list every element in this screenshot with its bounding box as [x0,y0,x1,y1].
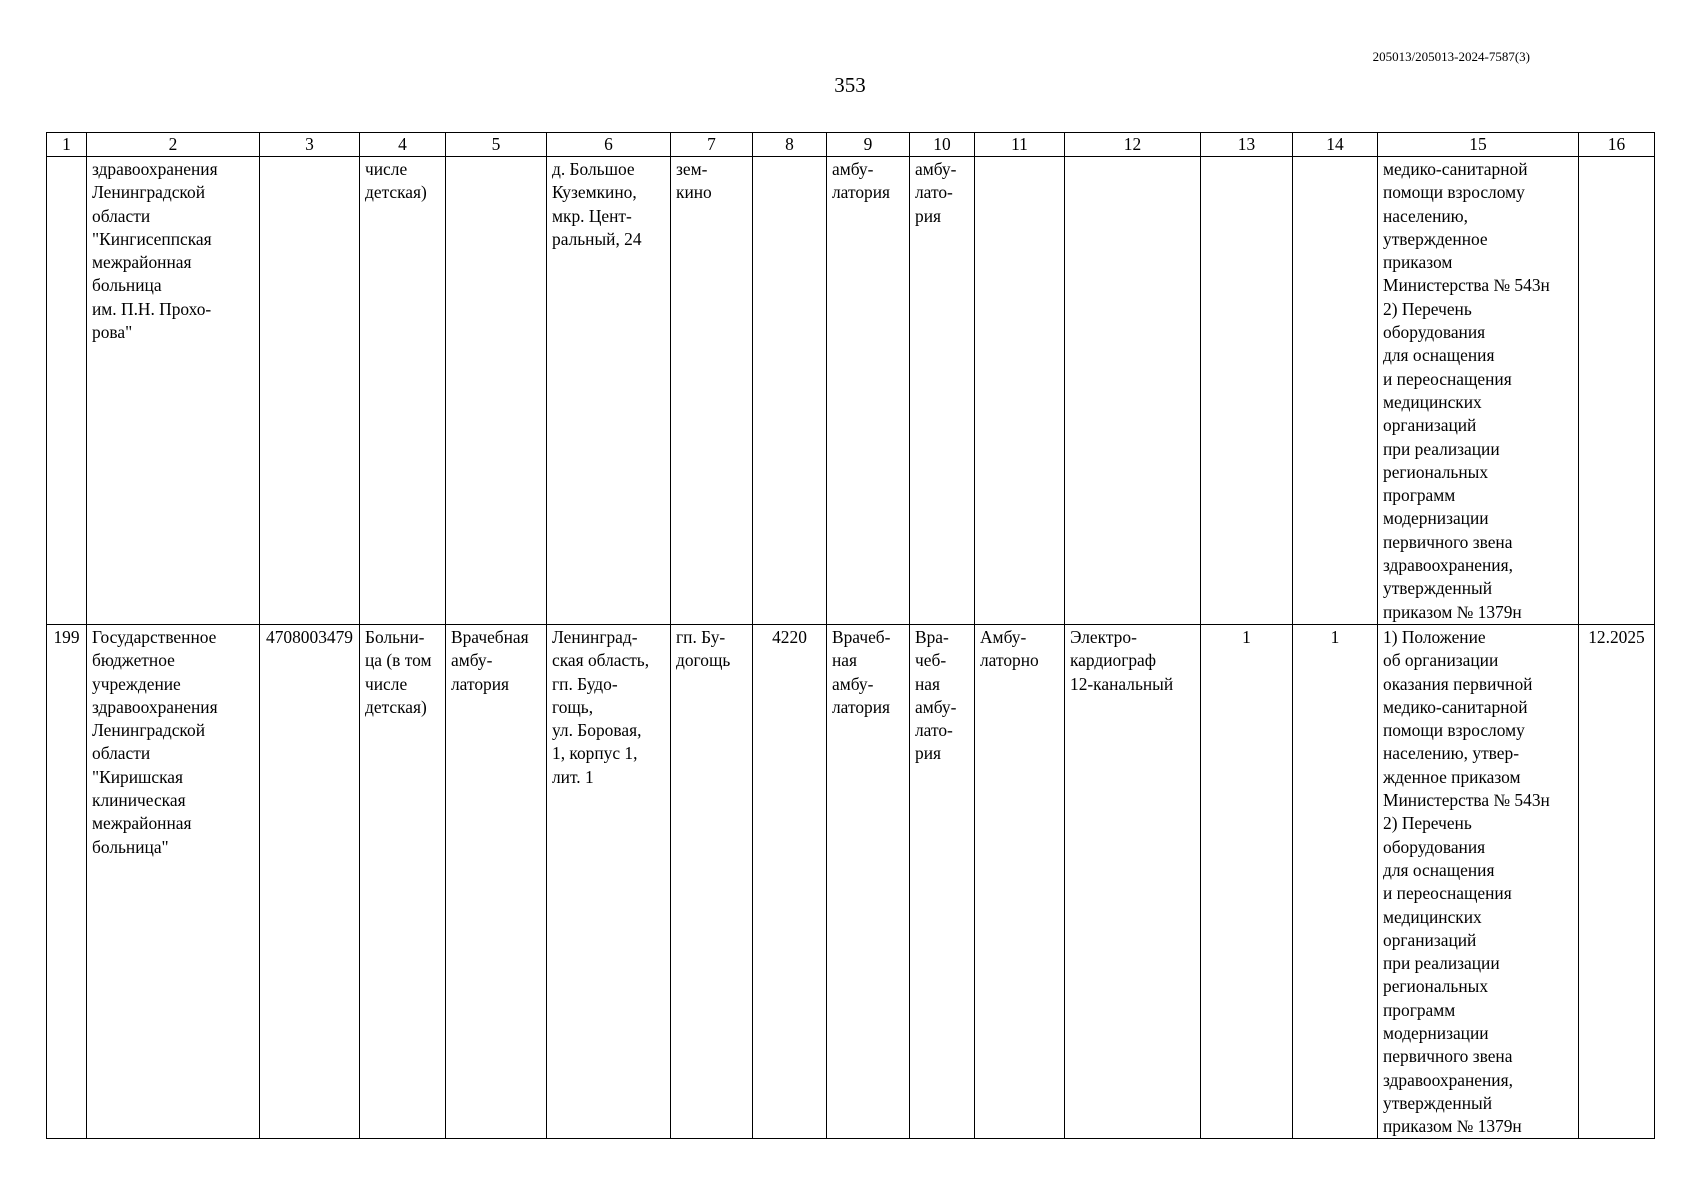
cell-text-line: области [92,743,151,764]
cell-text-line: межрайонная [92,813,192,834]
cell-text-line: амбу- [451,650,493,671]
cell-text-line: медико-санитарной [1383,159,1528,179]
cell-text-line: амбу- [915,696,957,717]
cell-text-line: клиническая [92,790,186,811]
unit-name-cell [910,157,975,625]
cell-text-line: рия [915,743,942,764]
column-number: 7 [671,133,753,157]
cell-text-line: медико-санитарной [1383,696,1528,717]
cell-text-line: помощи взрослому [1383,182,1525,203]
cell-text-line: населению, [1383,205,1469,226]
cell-text-line: региональных [1383,976,1489,997]
quantity-cell: 1 [1201,624,1293,1139]
cell-text-line: оборудования [1383,836,1486,857]
cell-text-line: региональных [1383,461,1489,482]
cell-text-line: амбу- [832,159,874,179]
cell-text-line: здравоохранения, [1383,555,1513,576]
cell-text-line: ральный, 24 [552,228,642,249]
cell-text-line: догощь [676,650,731,671]
column-number: 4 [360,133,446,157]
inn-cell: 4708003479 [260,624,360,1139]
cell-text-line: зем- [676,159,708,179]
cell-text-line: утвержденный [1383,578,1493,599]
cell-text-line: модернизации [1383,1022,1489,1043]
legal-basis-cell [1378,157,1579,625]
register-table [46,132,1655,1139]
cell-text-line: Больни- [365,626,425,647]
cell-text-line: амбу- [832,673,874,694]
cell-text-line: "Киришская [92,766,184,787]
cell-text-line: больница [92,275,162,296]
cell-text-line: 1, корпус 1, [552,743,638,764]
cell-text-line: больница" [92,836,169,857]
cell-text-line: рова" [92,322,133,343]
cell-text-line: приказом [1383,252,1453,273]
cell-text-line: латория [451,673,510,694]
cell-text-line: первичного звена [1383,531,1513,552]
cell-text-line: кардиограф [1070,650,1157,671]
cell-text-line: детская) [365,182,427,203]
institution-name-cell [87,624,260,1139]
settlement-cell [671,157,753,625]
page-number: 353 [834,73,866,97]
column-number: 1 [47,133,87,157]
unit-type-cell [446,157,547,625]
cell-text-line: программ [1383,485,1456,506]
column-number: 11 [975,133,1065,157]
cell-text-line: амбу- [915,159,957,179]
column-number: 14 [1293,133,1378,157]
settlement-cell [671,624,753,1139]
cell-text-line: мкр. Цент- [552,205,632,226]
cell-text-line: утвержденный [1383,1092,1493,1113]
column-number-row [47,133,1655,157]
cell-text-line: оказания первичной [1383,673,1533,694]
column-number: 5 [446,133,547,157]
cell-text-line: детская) [365,696,427,717]
column-number: 6 [547,133,671,157]
cell-text-line: латорно [980,650,1039,671]
cell-text-line: Электро- [1070,626,1137,647]
cell-text-line: гп. Бу- [676,626,726,647]
cell-text-line: 1) Положение [1383,626,1486,647]
structural-unit-cell [827,157,910,625]
cell-text-line: ская область, [552,650,650,671]
quantity-cell [1201,157,1293,625]
structural-unit-cell [827,624,910,1139]
cell-text-line: Куземкино, [552,182,637,203]
population-cell [753,157,827,625]
equipment-cell [1065,157,1201,625]
cell-text-line: организаций [1383,415,1477,436]
row-number-cell [47,157,87,625]
cell-text-line: помощи взрослому [1383,720,1525,741]
unit-name-cell [910,624,975,1139]
cell-text-line: Вра- [915,626,949,647]
quantity-cell: 1 [1293,624,1378,1139]
cell-text-line: лато- [915,182,953,203]
column-number: 10 [910,133,975,157]
cell-text-line: 2) Перечень [1383,298,1472,319]
cell-text-line: Ленинград- [552,626,638,647]
unit-type-cell [446,624,547,1139]
deadline-cell: 12.2025 [1579,624,1655,1139]
institution-name-cell [87,157,260,625]
cell-text-line: Ленинградской [92,182,205,203]
cell-text-line: кино [676,182,712,203]
cell-text-line: при реализации [1383,438,1500,459]
cell-text-line: населению, утвер- [1383,743,1519,764]
column-number: 13 [1201,133,1293,157]
cell-text-line: жденное приказом [1383,766,1521,787]
cell-text-line: при реализации [1383,953,1500,974]
address-cell [547,624,671,1139]
cell-text-line: утвержденное [1383,228,1488,249]
cell-text-line: Министерства № 543н [1383,790,1550,811]
table-row [47,157,1655,625]
cell-text-line: бюджетное [92,650,175,671]
column-number: 16 [1579,133,1655,157]
cell-text-line: латория [832,182,891,203]
column-number: 12 [1065,133,1201,157]
quantity-cell [1293,157,1378,625]
cell-text-line: ная [915,673,941,694]
care-conditions-cell [975,624,1065,1139]
cell-text-line: ца (в том [365,650,432,671]
cell-text-line: учреждение [92,673,181,694]
cell-text-line: Государственное [92,626,217,647]
cell-text-line: для оснащения [1383,345,1495,366]
cell-text-line: области [92,205,151,226]
cell-text-line: организаций [1383,929,1477,950]
inn-cell [260,157,360,625]
column-number: 8 [753,133,827,157]
column-number: 9 [827,133,910,157]
column-number: 15 [1378,133,1579,157]
column-number: 2 [87,133,260,157]
cell-text-line: об организации [1383,650,1499,671]
facility-type-cell [360,624,446,1139]
cell-text-line: приказом № 1379н [1383,1116,1522,1137]
cell-text-line: ная [832,650,858,671]
deadline-cell [1579,157,1655,625]
cell-text-line: числе [365,673,408,694]
cell-text-line: ул. Боровая, [552,720,642,741]
cell-text-line: здравоохранения [92,696,218,717]
address-cell [547,157,671,625]
cell-text-line: межрайонная [92,252,192,273]
cell-text-line: Министерства № 543н [1383,275,1550,296]
cell-text-line: чеб- [915,650,947,671]
cell-text-line: медицинских [1383,391,1482,412]
document-id: 205013/205013-2024-7587(3) [1372,49,1530,64]
cell-text-line: медицинских [1383,906,1482,927]
cell-text-line: Врачеб- [832,626,891,647]
cell-text-line: лато- [915,720,953,741]
facility-type-cell [360,157,446,625]
column-number: 3 [260,133,360,157]
cell-text-line: программ [1383,999,1456,1020]
cell-text-line: числе [365,159,408,179]
cell-text-line: рия [915,205,942,226]
cell-text-line: 12-канальный [1070,673,1174,694]
cell-text-line: гп. Будо- [552,673,618,694]
legal-basis-cell [1378,624,1579,1139]
table-row [47,624,1655,1139]
cell-text-line: Ленинградской [92,720,205,741]
cell-text-line: первичного звена [1383,1046,1513,1067]
cell-text-line: здравоохранения [92,159,218,179]
cell-text-line: и переоснащения [1383,883,1512,904]
cell-text-line: приказом № 1379н [1383,601,1522,622]
cell-text-line: лит. 1 [552,766,594,787]
cell-text-line: гощь, [552,696,594,717]
cell-text-line: "Кингисеппская [92,228,212,249]
cell-text-line: 2) Перечень [1383,813,1472,834]
care-conditions-cell [975,157,1065,625]
cell-text-line: им. П.Н. Прохо- [92,298,212,319]
equipment-cell [1065,624,1201,1139]
cell-text-line: и переоснащения [1383,368,1512,389]
cell-text-line: для оснащения [1383,859,1495,880]
cell-text-line: оборудования [1383,322,1486,343]
cell-text-line: д. Большое [552,159,635,179]
population-cell: 4220 [753,624,827,1139]
cell-text-line: здравоохранения, [1383,1069,1513,1090]
cell-text-line: модернизации [1383,508,1489,529]
cell-text-line: Амбу- [980,626,1027,647]
cell-text-line: латория [832,696,891,717]
row-number-cell: 199 [47,624,87,1139]
cell-text-line: Врачебная [451,626,529,647]
